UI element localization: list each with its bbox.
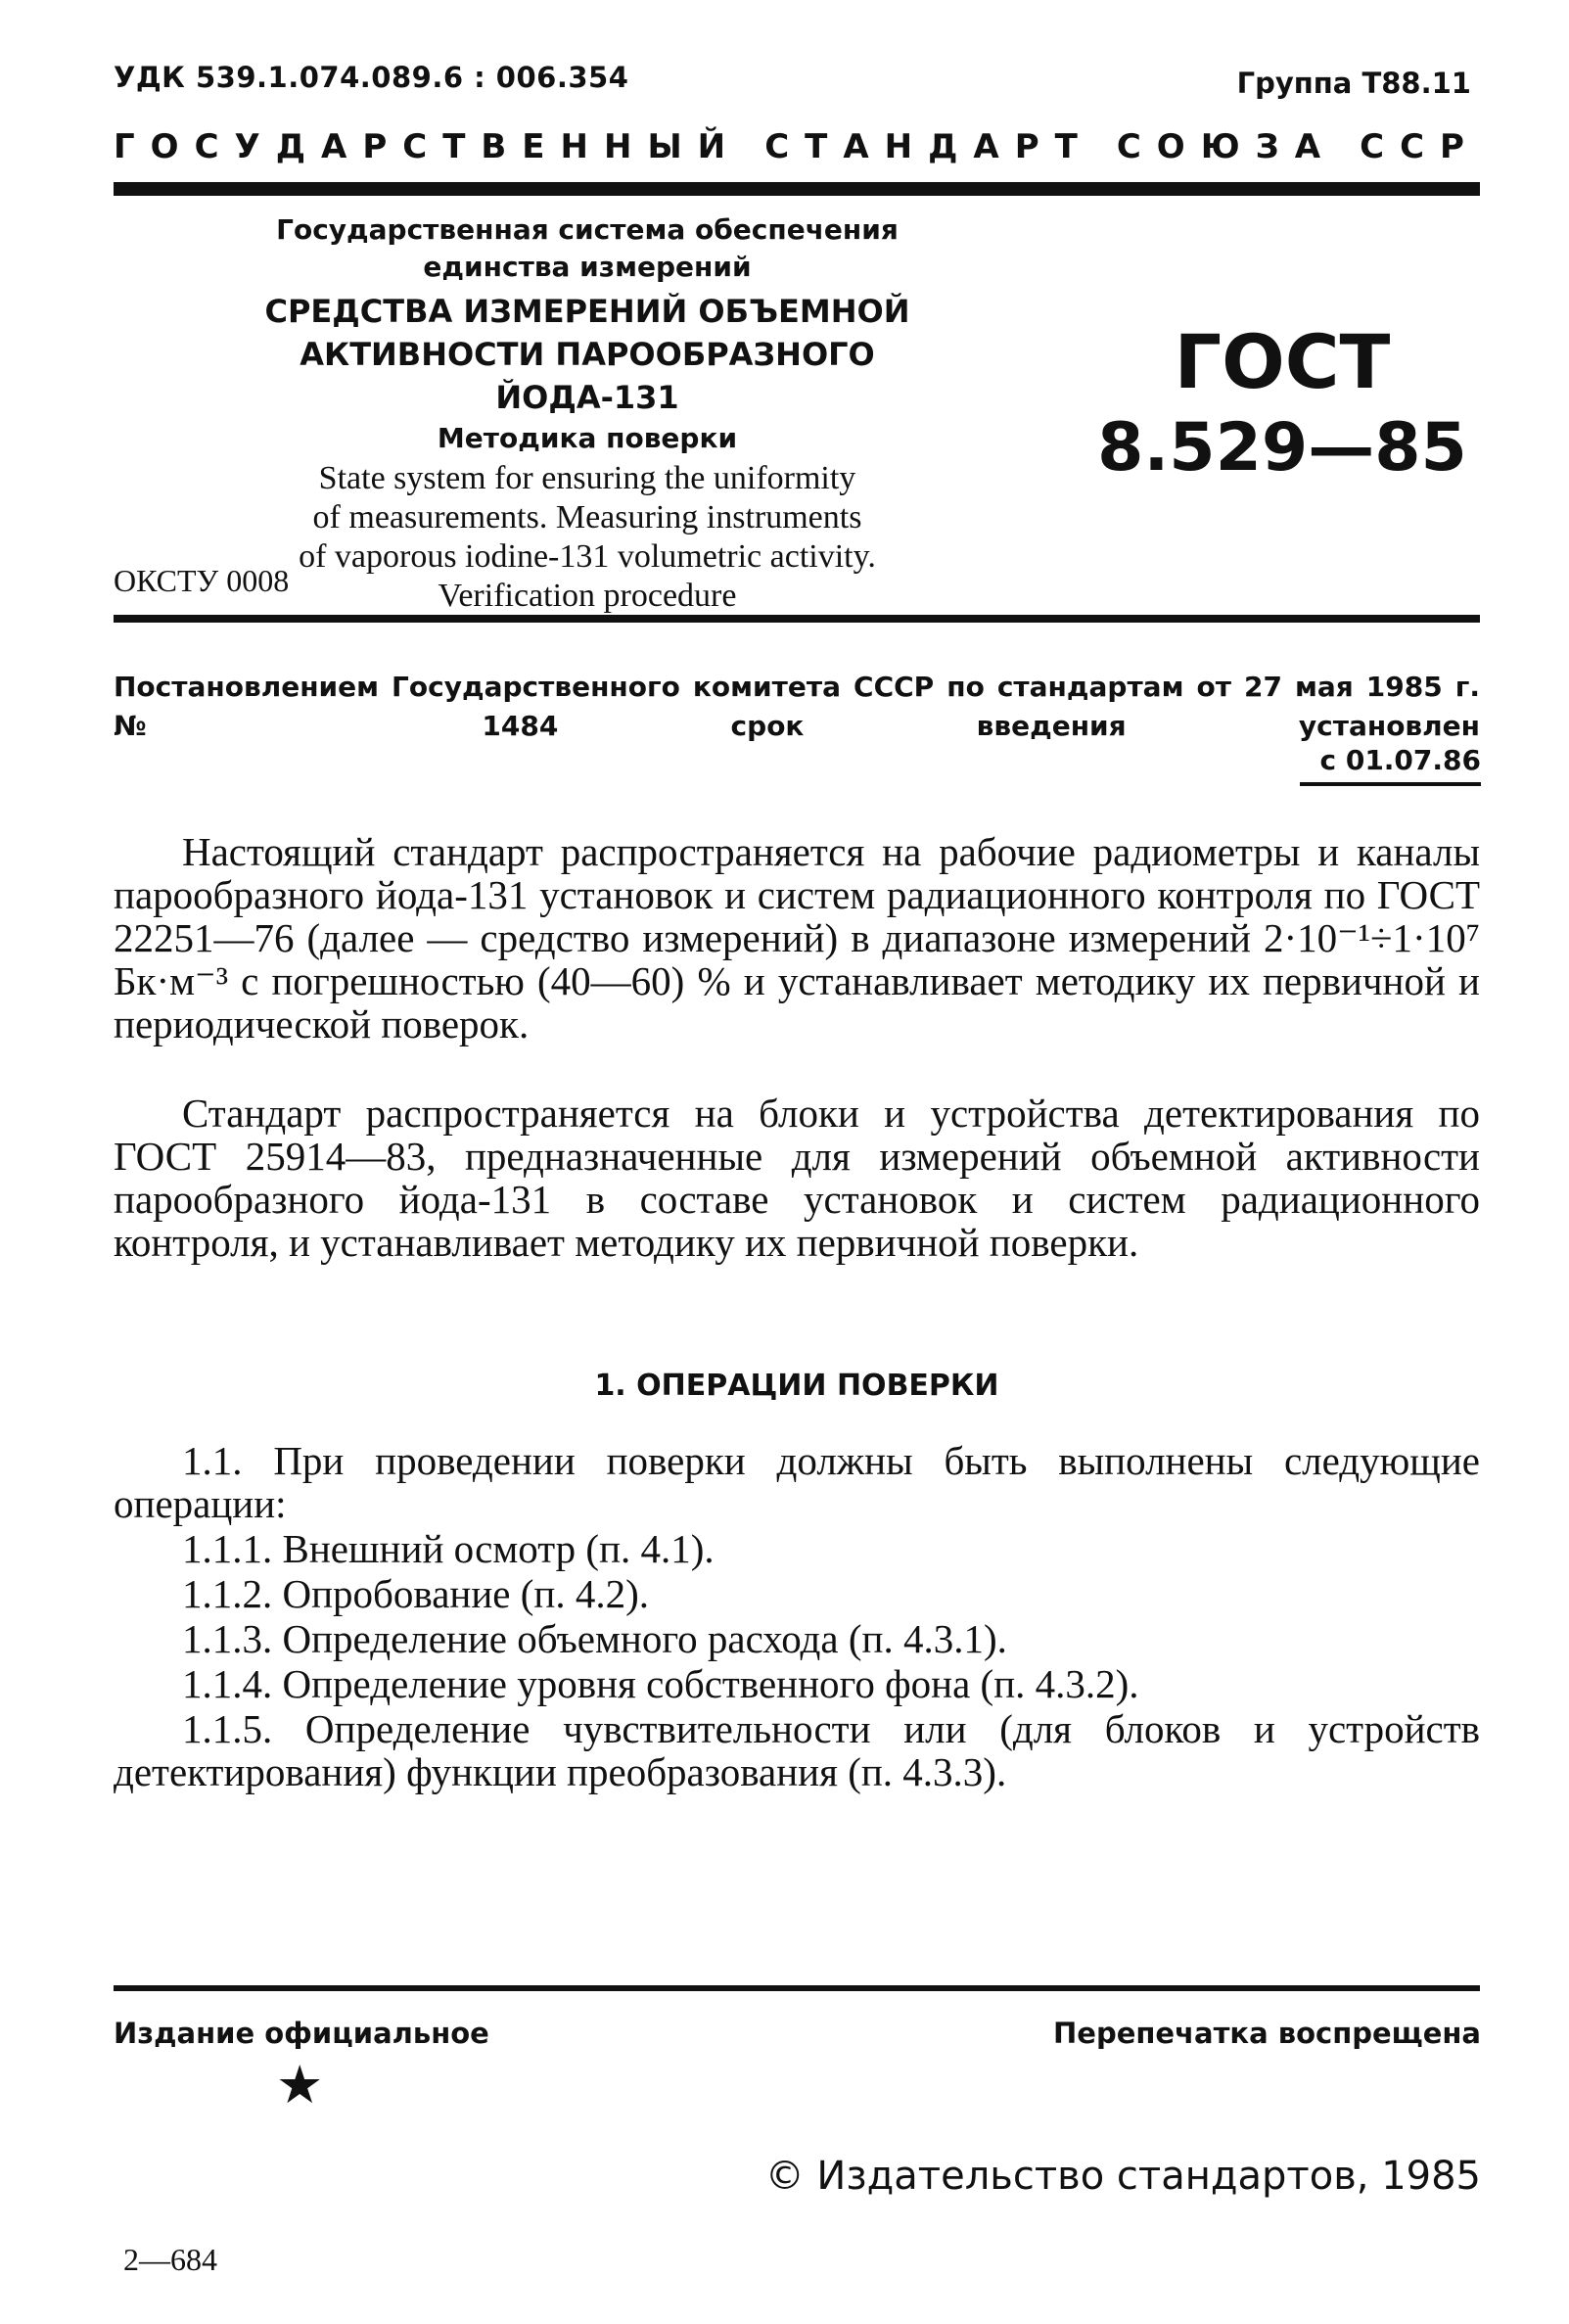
banner-word: ССР bbox=[1360, 127, 1480, 166]
english-title-line: Verification procedure bbox=[438, 578, 737, 614]
english-title-line: State system for ensuring the uniformity bbox=[318, 460, 856, 496]
gost-number: 8.529—85 bbox=[1097, 409, 1467, 487]
subtitle: Методика поверки bbox=[437, 422, 738, 454]
section-heading: 1. ОПЕРАЦИИ ПОВЕРКИ bbox=[594, 1369, 999, 1403]
middle-rule bbox=[114, 615, 1480, 623]
operation-item: 1.1.5. Определение чувствительности или (для блоков и устройств детектирования) функции преобразования (п. 4.3.3). bbox=[114, 1706, 1480, 1794]
star-icon: ★ bbox=[276, 2054, 324, 2115]
operation-item: 1.1.4. Определение уровня собственного фона (п. 4.3.2). bbox=[182, 1661, 1139, 1706]
gost-label: ГОСТ bbox=[1174, 318, 1391, 405]
banner-word: СОЮЗА bbox=[1116, 127, 1337, 166]
publisher-copyright: © Издательство стандартов, 1985 bbox=[764, 2154, 1481, 2199]
reprint-notice: Перепечатка воспрещена bbox=[1053, 2017, 1481, 2050]
banner-word: СТАНДАРТ bbox=[764, 127, 1093, 166]
effective-date: с 01.07.86 bbox=[1300, 744, 1481, 786]
section-intro: 1.1. При проведении поверки должны быть выполнены следующие операции: bbox=[114, 1438, 1480, 1526]
banner-word: ГОСУДАРСТВЕННЫЙ bbox=[114, 127, 742, 166]
state-standard-banner bbox=[114, 127, 1480, 166]
english-title-line: of vaporous iodine-131 volumetric activity. bbox=[299, 538, 876, 575]
operation-item: 1.1.3. Определение объемного расхода (п. 4.3.1). bbox=[182, 1616, 1007, 1661]
gost-designation bbox=[1086, 318, 1478, 490]
top-rule bbox=[114, 182, 1480, 196]
intro-paragraph: Стандарт распространяется на блоки и устройства детектирования по ГОСТ 25914—83, предназначенные для измерений объемной активности парообразного йода-131 в составе установок и систем радиационного контроля, и устанавливает методику их первичной поверки. bbox=[114, 1091, 1480, 1265]
okstu-code: ОКСТУ 0008 bbox=[114, 563, 290, 598]
page-code: 2—684 bbox=[123, 2242, 217, 2277]
operation-item: 1.1.1. Внешний осмотр (п. 4.1). bbox=[182, 1526, 715, 1571]
operation-item: 1.1.2. Опробование (п. 4.2). bbox=[182, 1571, 650, 1616]
intro-paragraph: Настоящий стандарт распространяется на рабочие радиометры и каналы парообразного йода-131 установок и систем радиационного контроля по ГОСТ 22251—76 (далее — средство измерений) в диапазоне измерений 2·10⁻¹÷1·10⁷ Бк·м⁻³ с погрешностью (40—60) % и устанавливает методику их первичной и периодической поверок. bbox=[114, 829, 1480, 1046]
system-title: Государственная система обеспечения единства измерений bbox=[276, 213, 899, 283]
group-code: Группа Т88.11 bbox=[1236, 67, 1471, 100]
decree-text: Постановлением Государственного комитета СССР по стандартам от 27 мая 1985 г. № 1484 срок введения установлен bbox=[114, 671, 1480, 742]
english-title-line: of measurements. Measuring instruments bbox=[312, 499, 862, 535]
title-block bbox=[117, 211, 1057, 615]
edition-label: Издание официальное bbox=[114, 2017, 489, 2050]
main-title: СРЕДСТВА ИЗМЕРЕНИЙ ОБЪЕМНОЙ АКТИВНОСТИ ПАРООБРАЗНОГО ЙОДА-131 bbox=[264, 293, 910, 416]
udc-code: УДК 539.1.074.089.6 : 006.354 bbox=[114, 61, 629, 94]
bottom-rule bbox=[114, 1985, 1480, 1991]
